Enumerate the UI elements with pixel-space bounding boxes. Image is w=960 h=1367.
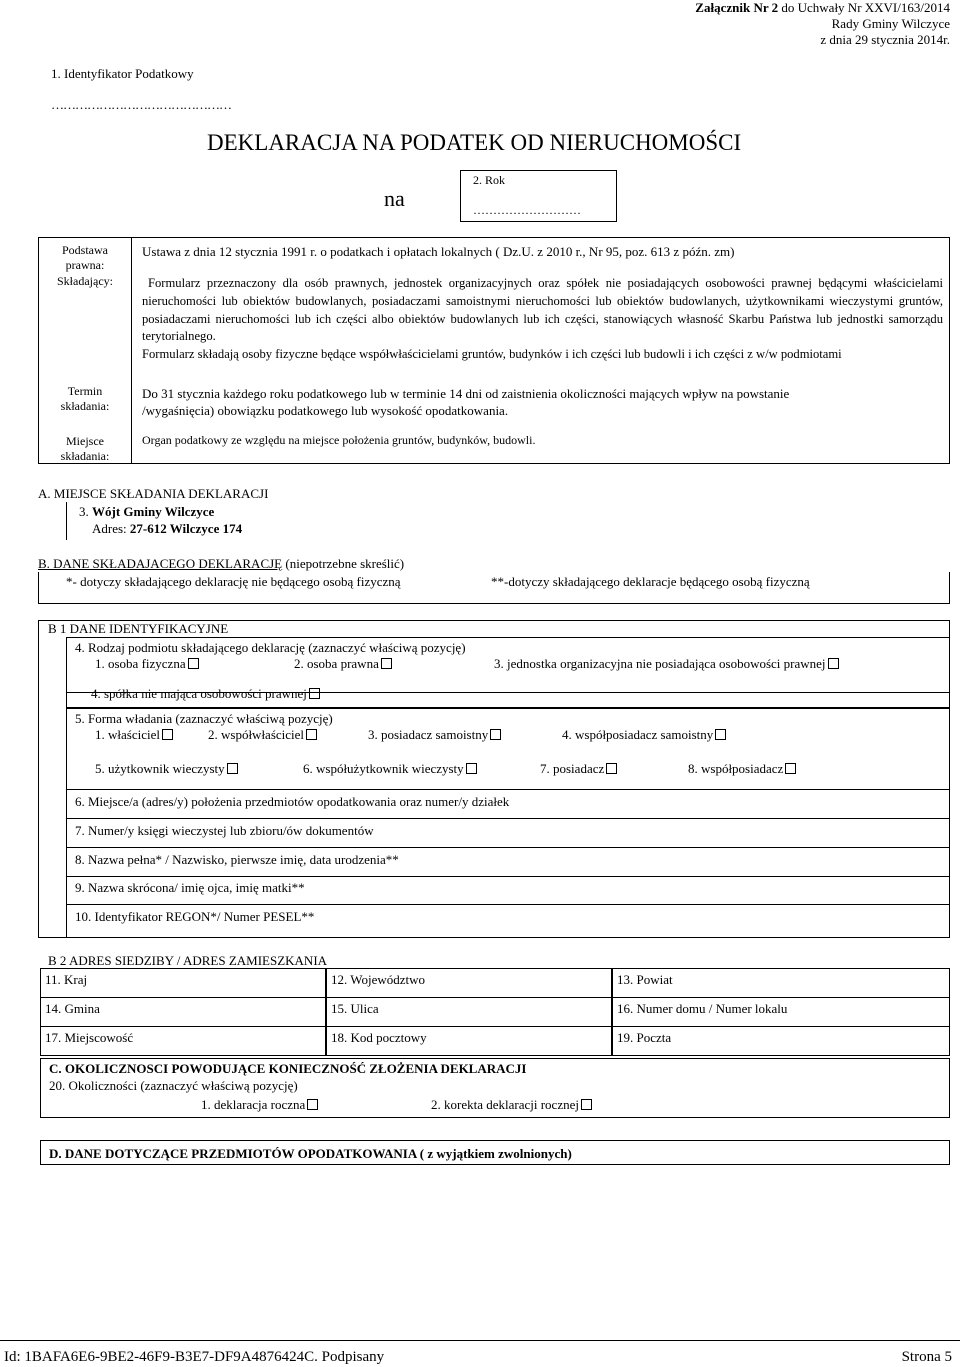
option-label: 3. jednostka organizacyjna nie posiadająca osobowości prawnej: [494, 656, 826, 671]
option-label: 4. współposiadacz samoistny: [562, 727, 714, 742]
title-na: na: [384, 186, 405, 211]
checkbox[interactable]: [162, 729, 173, 740]
field-12-label: 12. Województwo: [331, 972, 426, 987]
checkbox[interactable]: [785, 763, 796, 774]
checkbox[interactable]: [606, 763, 617, 774]
checkbox[interactable]: [381, 658, 392, 669]
field-6[interactable]: [66, 790, 950, 819]
option-label: 3. posiadacz samoistny: [368, 727, 489, 742]
section-d-title: D. DANE DOTYCZĄCE PRZEDMIOTÓW OPODATKOWANIA ( z wyjątkiem zwolnionych): [49, 1146, 572, 1161]
year-field[interactable]: ………………………: [473, 203, 581, 217]
authority-address: 27-612 Wilczyce 174: [129, 521, 243, 536]
option-co-owner[interactable]: [208, 727, 317, 743]
checkbox[interactable]: [828, 658, 839, 669]
field-8[interactable]: [66, 848, 950, 877]
place-text: Organ podatkowy ze względu na miejsce położenia gruntów, budynków, budowli.: [142, 433, 536, 447]
place-label: Miejsce składania:: [60, 434, 110, 463]
checkbox[interactable]: [715, 729, 726, 740]
field-7[interactable]: [66, 819, 950, 848]
option-label: 2. współwłaściciel: [208, 727, 305, 742]
option-label: 8. współposiadacz: [688, 761, 784, 776]
field-18-label: 18. Kod pocztowy: [331, 1030, 427, 1045]
option-legal-person[interactable]: [294, 656, 392, 672]
option-holder[interactable]: [540, 761, 617, 777]
field-5-ownership: [66, 708, 950, 790]
field-13[interactable]: [612, 968, 950, 998]
tax-identifier-label: 1. Identyfikator Podatkowy: [51, 66, 194, 81]
section-b-title-note: (niepotrzebne skreślić): [282, 556, 405, 571]
field-17-label: 17. Miejscowość: [45, 1030, 134, 1045]
filer-text-2: Formularz składają osoby fizyczne będące współwłaścicielami gruntów, budynków i ich części lub budowli i ich części z w/w podmiotami: [142, 347, 842, 362]
section-a-line1: [79, 504, 214, 520]
section-a-line2: [92, 521, 242, 537]
section-a-title: A. MIEJSCE SKŁADANIA DEKLARACJI: [38, 486, 269, 501]
resolution-date: z dnia 29 stycznia 2014r.: [820, 32, 950, 47]
section-b-notes: [38, 572, 950, 604]
field-16-label: 16. Numer domu / Numer lokalu: [617, 1001, 788, 1016]
basis-label: Podstawa prawna:: [62, 243, 108, 272]
option-org-unit[interactable]: [494, 656, 839, 672]
filer-text-1: Formularz przeznaczony dla osób prawnych, jednostek organizacyjnych oraz spółek nie posiadających osobowości prawnej będącymi właścicielami nieruchomości lub obiektów budowlanych, posiadaczami samoistnymi nieruchomości lub obiektów budowlanych, użytkownikami wieczystymi gruntów, posiadaczami nieruchomości lub ich części albo obiektów budowlanych lub ich części, stanowiących własność Skarbu Państwa lub jednostki samorządu terytorialnego.: [142, 276, 943, 344]
option-annual[interactable]: [201, 1097, 318, 1113]
option-partnership[interactable]: [91, 686, 320, 702]
field-10-label: 10. Identyfikator REGON*/ Numer PESEL**: [75, 909, 315, 924]
section-b1-title: B 1 DANE IDENTYFIKACYJNE: [48, 621, 229, 636]
field-16[interactable]: [612, 997, 950, 1027]
council-name: Rady Gminy Wilczyce: [831, 16, 950, 31]
option-co-perpetual-user[interactable]: [303, 761, 477, 777]
year-label: 2. Rok: [473, 173, 506, 187]
checkbox[interactable]: [306, 729, 317, 740]
annex-number: Załącznik Nr 2: [695, 0, 779, 15]
footer-document-id: Id: 1BAFA6E6-9BE2-46F9-B3E7-DF9A4876424C. Podpisany: [4, 1349, 385, 1365]
checkbox[interactable]: [307, 1099, 318, 1110]
field-17[interactable]: [40, 1026, 326, 1056]
option-owner[interactable]: [95, 727, 173, 743]
field-9[interactable]: [66, 877, 950, 905]
divider: [66, 502, 67, 540]
section-b2-title: B 2 ADRES SIEDZIBY / ADRES ZAMIESZKANIA: [48, 953, 328, 968]
field-10[interactable]: [66, 905, 950, 938]
field-4-label: 4. Rodzaj podmiotu składającego deklarację (zaznaczyć właściwą pozycję): [75, 640, 466, 655]
checkbox[interactable]: [309, 688, 320, 699]
checkbox[interactable]: [188, 658, 199, 669]
year-box[interactable]: [460, 170, 617, 222]
checkbox[interactable]: [227, 763, 238, 774]
footer-divider: [0, 1340, 960, 1341]
basis-text: Ustawa z dnia 12 stycznia 1991 r. o podatkach i opłatach lokalnych ( Dz.U. z 2010 r., Nr 95, poz. 613 z późn. zm): [142, 244, 735, 259]
tax-identifier-field[interactable]: ………………………………………: [51, 97, 231, 112]
option-label: 2. osoba prawna: [294, 656, 379, 671]
option-perpetual-user[interactable]: [95, 761, 238, 777]
field-11-label: 11. Kraj: [45, 972, 88, 987]
section-b-title: [38, 556, 404, 572]
field-18[interactable]: [326, 1026, 612, 1056]
section-c-title: C. OKOLICZNOSCI POWODUJĄCE KONIECZNOŚĆ ZŁOŻENIA DEKLARACJI: [49, 1061, 527, 1076]
field-20-label: 20. Okoliczności (zaznaczyć właściwą pozycję): [49, 1078, 298, 1093]
resolution-number: do Uchwały Nr XXVI/163/2014: [778, 0, 950, 15]
field-4-continued: [66, 684, 950, 708]
option-label: 7. posiadacz: [540, 761, 605, 776]
option-label: 1. osoba fizyczna: [95, 656, 186, 671]
field-6-label: 6. Miejsce/a (adres/y) położenia przedmiotów opodatkowania oraz numer/y działek: [75, 794, 510, 809]
address-label: Adres:: [92, 521, 130, 536]
checkbox[interactable]: [490, 729, 501, 740]
field-12[interactable]: [326, 968, 612, 998]
annex-header: [695, 0, 950, 48]
option-co-holder[interactable]: [688, 761, 796, 777]
section-c: [40, 1058, 950, 1118]
filer-text: [142, 275, 943, 364]
field-5-label: 5. Forma władania (zaznaczyć właściwą pozycję): [75, 711, 333, 726]
field-8-label: 8. Nazwa pełna* / Nazwisko, pierwsze imię, data urodzenia**: [75, 852, 399, 867]
option-natural-person[interactable]: [95, 656, 199, 672]
deadline-text: Do 31 stycznia każdego roku podatkowego lub w terminie 14 dni od zaistnienia okoliczności mających wpływ na powstanie /wygaśnięcia) obowiązku podatkowego lub wysokość opodatkowania.: [142, 386, 790, 418]
checkbox[interactable]: [581, 1099, 592, 1110]
field-13-label: 13. Powiat: [617, 972, 673, 987]
authority-name: Wójt Gminy Wilczyce: [92, 504, 215, 519]
field-19-label: 19. Poczta: [617, 1030, 672, 1045]
filer-label: Składający:: [57, 274, 113, 288]
checkbox[interactable]: [466, 763, 477, 774]
field-number: 3.: [79, 504, 92, 519]
field-14[interactable]: [40, 997, 326, 1027]
option-co-possessor[interactable]: [562, 727, 726, 743]
field-11[interactable]: [40, 968, 326, 998]
section-d: [40, 1140, 950, 1165]
option-label: 6. współużytkownik wieczysty: [303, 761, 464, 776]
deadline-label: Termin składania:: [60, 384, 110, 413]
option-label: 5. użytkownik wieczysty: [95, 761, 225, 776]
page-title: DEKLARACJA NA PODATEK OD NIERUCHOMOŚCI: [207, 130, 742, 155]
note-legal-entity: *- dotyczy składającego deklarację nie będącego osobą fizyczną: [66, 574, 401, 589]
info-table: [38, 237, 950, 464]
option-label: 1. deklaracja roczna: [201, 1097, 306, 1112]
note-natural-person: **-dotyczy składającego deklaracje będącego osobą fizyczną: [491, 574, 810, 589]
option-possessor[interactable]: [368, 727, 501, 743]
option-label: 4. spółka nie mająca osobowości prawnej: [91, 686, 307, 701]
field-14-label: 14. Gmina: [45, 1001, 100, 1016]
field-7-label: 7. Numer/y księgi wieczystej lub zbioru/ów dokumentów: [75, 823, 374, 838]
footer-page-number: Strona 5: [901, 1349, 952, 1365]
field-15-label: 15. Ulica: [331, 1001, 379, 1016]
option-correction[interactable]: [431, 1097, 592, 1113]
field-15[interactable]: [326, 997, 612, 1027]
section-b-title-main: B. DANE SKŁADAJACEGO DEKLARACJĘ: [38, 556, 283, 571]
field-9-label: 9. Nazwa skrócona/ imię ojca, imię matki**: [75, 880, 305, 895]
option-label: 1. właściciel: [95, 727, 160, 742]
divider: [131, 238, 132, 463]
field-19[interactable]: [612, 1026, 950, 1056]
option-label: 2. korekta deklaracji rocznej: [431, 1097, 579, 1112]
